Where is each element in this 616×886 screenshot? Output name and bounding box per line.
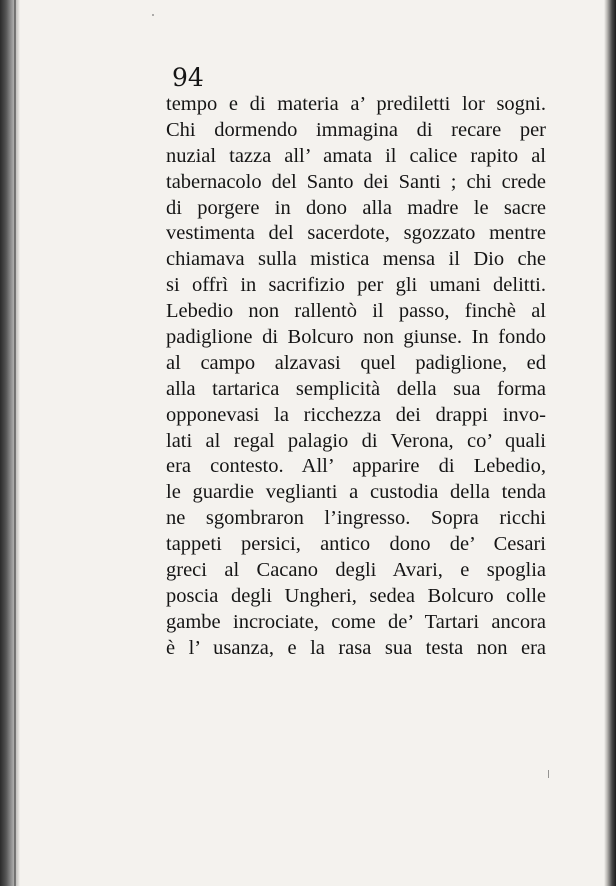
scan-edge-left xyxy=(0,0,20,886)
text-line: padiglione di Bolcuro non giunse. In fondo xyxy=(166,326,546,349)
body-text xyxy=(166,92,546,662)
text-line: alla tartarica semplicità della sua forma xyxy=(166,377,546,400)
text-line: nuzial tazza all’ amata il calice rapito al xyxy=(166,144,546,167)
text-line: tabernacolo del Santo dei Santi ; chi crede xyxy=(166,170,546,193)
binding-shadow-line xyxy=(14,0,16,886)
scan-edge-right xyxy=(604,0,616,886)
text-line: Chi dormendo immagina di recare per xyxy=(166,118,546,141)
text-line: tappeti persici, antico dono de’ Cesari xyxy=(166,533,546,556)
text-line: vestimenta del sacerdote, sgozzato mentre xyxy=(166,222,546,245)
text-line: poscia degli Ungheri, sedea Bolcuro colle xyxy=(166,584,546,607)
text-line: tempo e di materia a’ prediletti lor sogni. xyxy=(166,93,546,115)
page-number: 94 xyxy=(172,63,204,92)
text-line: le guardie veglianti a custodia della tenda xyxy=(166,481,546,504)
text-line: Lebedio non rallentò il passo, finchè al xyxy=(166,300,546,323)
text-line: al campo alzavasi quel padiglione, ed xyxy=(166,351,546,374)
text-line: è l’ usanza, e la rasa sua testa non era xyxy=(166,636,546,659)
paper-speck xyxy=(548,770,549,778)
text-line: lati al regal palagio di Verona, co’ quali xyxy=(166,429,546,452)
text-line: si offrì in sacrifizio per gli umani delitti. xyxy=(166,274,546,297)
text-line: greci al Cacano degli Avari, e spoglia xyxy=(166,559,546,582)
text-line: ne sgombraron l’ingresso. Sopra ricchi xyxy=(166,507,546,530)
text-line: opponevasi la ricchezza dei drappi invo- xyxy=(166,403,546,426)
paper-speck xyxy=(152,14,154,16)
text-line: gambe incrociate, come de’ Tartari ancora xyxy=(166,610,546,633)
text-line: di porgere in dono alla madre le sacre xyxy=(166,196,546,219)
text-line: chiamava sulla mistica mensa il Dio che xyxy=(166,248,546,271)
text-line: era contesto. All’ apparire di Lebedio, xyxy=(166,455,546,478)
